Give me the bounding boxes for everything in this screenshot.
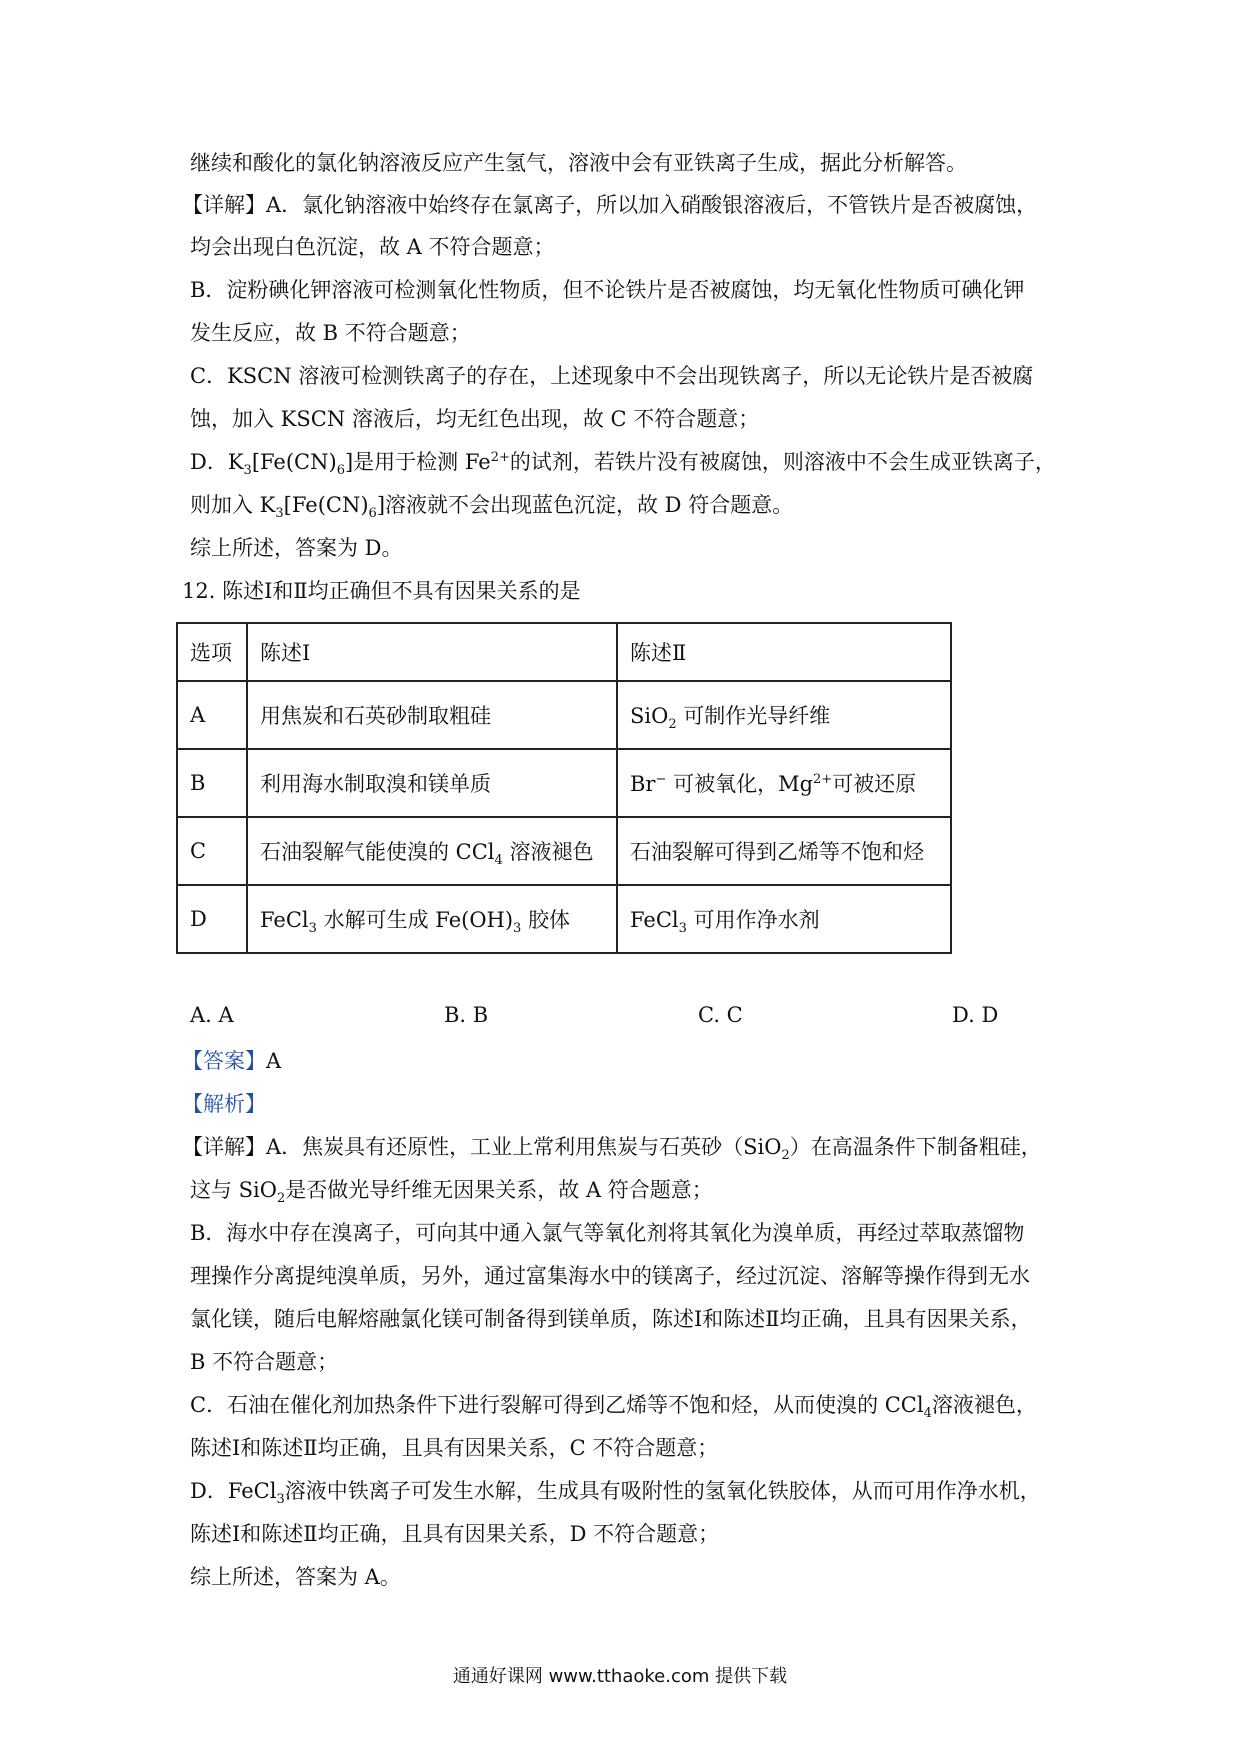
analysis-summary: 综上所述，答案为 A。 — [190, 1565, 401, 1589]
analysis-c-line1: C．石油在催化剂加热条件下进行裂解可得到乙烯等不饱和烃，从而使溴的 CCl$_4$溶液褪色， — [190, 1393, 1037, 1422]
detail-tag: 【详解】 — [182, 1135, 266, 1159]
table-header-cell: 陈述Ⅰ — [247, 623, 617, 681]
table-cell-statement1: FeCl$_3$ 水解可生成 $Fe(OH)_3$ 胶体 — [247, 885, 617, 953]
analysis-d-line2: 陈述Ⅰ和陈述Ⅱ均正确，且具有因果关系，D 不符合题意； — [190, 1522, 720, 1546]
answer-tag: 【答案】 — [182, 1049, 266, 1073]
analysis-a-line2: 这与 SiO$_2$是否做光导纤维无因果关系，故 A 符合题意； — [190, 1178, 713, 1207]
table-header-cell: 选项 — [177, 623, 247, 681]
analysis-b-line3: 氯化镁，随后电解熔融氯化镁可制备得到镁单质，陈述Ⅰ和陈述Ⅱ均正确，且具有因果关系， — [190, 1307, 1032, 1331]
table-cell-statement1: 利用海水制取溴和镁单质 — [247, 749, 617, 817]
table-cell-option: B — [177, 749, 247, 817]
option-c: C. C — [698, 1003, 743, 1027]
prev-explain-a-line2: 均会出现白色沉淀，故 A 不符合题意； — [190, 235, 555, 259]
analysis-c-line2: 陈述Ⅰ和陈述Ⅱ均正确，且具有因果关系，C 不符合题意； — [190, 1436, 719, 1460]
table-row — [177, 885, 951, 953]
prev-explain-d-line1: D．$K_3[Fe(CN)_6]$是用于检测 $Fe^{2+}$的试剂，若铁片没有被腐蚀，则溶液中不会生成亚铁离子， — [190, 450, 1056, 479]
table-cell-statement2: SiO$_2$ 可制作光导纤维 — [617, 681, 951, 749]
answer-options — [190, 1003, 1070, 1033]
table-row — [177, 749, 951, 817]
detail-tag: 【详解】 — [182, 193, 266, 217]
analysis-b-line2: 理操作分离提纯溴单质，另外，通过富集海水中的镁离子，经过沉淀、溶解等操作得到无水 — [190, 1264, 1030, 1288]
table-cell-statement1: 石油裂解气能使溴的 CCl$_4$ 溶液褪色 — [247, 817, 617, 885]
analysis-b-line1: B．海水中存在溴离子，可向其中通入氯气等氧化剂将其氧化为溴单质，再经过萃取蒸馏物 — [190, 1221, 1025, 1245]
table-cell-option: C — [177, 817, 247, 885]
intro-line: 继续和酸化的氯化钠溶液反应产生氢气，溶液中会有亚铁离子生成，据此分析解答。 — [190, 151, 967, 175]
prev-explain-b-line2: 发生反应，故 B 不符合题意； — [190, 321, 471, 345]
table-cell-option: D — [177, 885, 247, 953]
analysis-heading — [182, 1089, 1062, 1119]
page-footer: 通通好课网 www.tthaoke.com 提供下载 — [452, 1666, 788, 1687]
analysis-a-line1: 【详解】A．焦炭具有还原性，工业上常利用焦炭与石英砂（SiO$_2$）在高温条件下制备粗硅， — [182, 1135, 1042, 1164]
option-b: B. B — [444, 1003, 489, 1027]
table-cell-statement2: FeCl$_3$ 可用作净水剂 — [617, 885, 951, 953]
prev-explain-summary: 综上所述，答案为 D。 — [190, 536, 403, 560]
table-header-cell: 陈述Ⅱ — [617, 623, 951, 681]
answer-value: A — [266, 1049, 282, 1073]
prev-explain-b-line1: B．淀粉碘化钾溶液可检测氧化性物质，但不论铁片是否被腐蚀，均无氧化性物质可碘化钾 — [190, 278, 1025, 302]
table-cell-statement2: 石油裂解可得到乙烯等不饱和烃 — [617, 817, 951, 885]
option-a: A. A — [190, 1003, 234, 1027]
analysis-tag: 【解析】 — [182, 1092, 266, 1116]
table-cell-statement2: Br− 可被氧化，$Mg^{2+}$可被还原 — [617, 749, 951, 817]
question-stem: 12. 陈述Ⅰ和Ⅱ均正确但不具有因果关系的是 — [182, 579, 581, 603]
question-table — [176, 622, 952, 954]
prev-explain-c-line1: C．KSCN 溶液可检测铁离子的存在，上述现象中不会出现铁离子，所以无论铁片是否被腐 — [190, 364, 1034, 388]
option-d: D. D — [952, 1003, 999, 1027]
answer-line — [182, 1046, 1062, 1076]
analysis-b-line4: B 不符合题意； — [190, 1350, 339, 1374]
prev-explain-a-line1: 【详解】A．氯化钠溶液中始终存在氯离子，所以加入硝酸银溶液后，不管铁片是否被腐蚀， — [182, 193, 1038, 217]
analysis-d-line1: D．FeCl$_3$溶液中铁离子可发生水解，生成具有吸附性的氢氧化铁胶体，从而可用作净水机， — [190, 1479, 1041, 1508]
table-cell-statement1: 用焦炭和石英砂制取粗硅 — [247, 681, 617, 749]
prev-explain-c-line2: 蚀，加入 KSCN 溶液后，均无红色出现，故 C 不符合题意； — [190, 407, 760, 431]
table-row — [177, 817, 951, 885]
table-row — [177, 681, 951, 749]
prev-explain-d-line2: 则加入 $K_3[Fe(CN)_6]$溶液就不会出现蓝色沉淀，故 D 符合题意。 — [190, 493, 794, 522]
table-cell-option: A — [177, 681, 247, 749]
table-header-row — [177, 623, 951, 681]
